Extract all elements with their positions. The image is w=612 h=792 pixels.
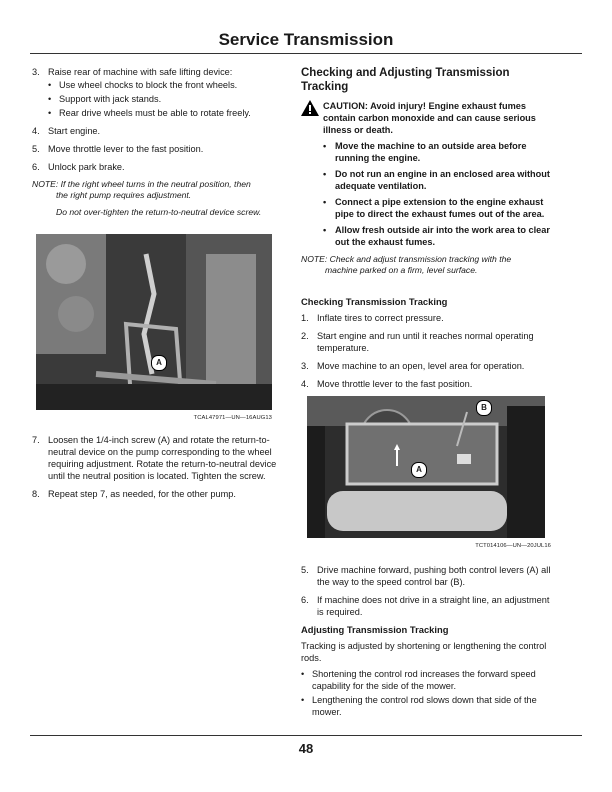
caution-bullet: • Move the machine to an outside area before running the engine. [323,140,553,164]
callout-a: A [411,462,427,478]
subheading-adjusting: Adjusting Transmission Tracking [301,624,449,635]
step-number: 6. [32,162,40,172]
check-step-4 [301,378,553,390]
step-6-right [301,594,553,618]
pump-photo [36,234,272,410]
callout-a: A [151,355,167,371]
step-number: 3. [301,361,309,371]
adjusting-bullet: • Lengthening the control rod slows down that side of the mower. [301,694,553,718]
page-number: 48 [298,741,314,756]
step-5-right [301,564,553,588]
step-number: 3. [32,67,40,77]
bullet-item: • Support with jack stands. [48,93,280,105]
check-step-3 [301,360,553,372]
step-text: Start engine and run until it reaches normal operating temperature. [317,331,534,353]
note-line: NOTE: If the right wheel turns in the neutral position, then [32,179,251,189]
step-number: 8. [32,489,40,499]
note-line: Do not over-tighten the return-to-neutral device screw. [56,207,262,217]
step-text: Repeat step 7, as needed, for the other pump. [48,489,236,499]
footer-rule [30,735,582,736]
step-number: 4. [32,126,40,136]
step-8 [32,488,280,500]
step-text: Loosen the 1/4-inch screw (A) and rotate the return-to-neutral device on the pump corresponding to the wheel requiring adjustment. Rotate the return-to-neutral device until the neutral position is located. Tighten the screw. [48,435,277,481]
step-number: 6. [301,595,309,605]
caution-bullet: • Do not run an engine in an enclosed area without adequate ventilation. [323,168,553,192]
note-neutral [32,179,280,218]
subheading-checking: Checking Transmission Tracking [301,296,448,307]
left-column [32,66,280,506]
step-3 [32,66,280,119]
step-number: 5. [32,144,40,154]
note-line: machine parked on a firm, level surface. [325,265,478,275]
caution-block [301,100,553,136]
control-lever-photo [307,396,545,538]
step-6 [32,161,280,173]
step-number: 4. [301,379,309,389]
check-step-2 [301,330,553,354]
step-text: If machine does not drive in a straight line, an adjustment is required. [317,595,550,617]
note-line: NOTE: Check and adjust transmission tracking with the [301,254,512,264]
figure-caption: TCAL47971—UN—16AUG13 [193,415,272,421]
step-number: 7. [32,435,40,445]
note-line: the right pump requires adjustment. [56,190,192,200]
adjusting-intro: Tracking is adjusted by shortening or lengthening the control rods. [301,641,547,663]
step-number: 1. [301,313,309,323]
figure-caption: TCT014106—UN—20JUL16 [475,543,551,549]
step-7 [32,434,280,482]
note-level-surface [301,254,553,276]
adjusting-bullet: • Shortening the control rod increases the forward speed capability for the side of the mower. [301,668,553,692]
pump-photo-image [36,234,272,410]
bullet-item: • Use wheel chocks to block the front wheels. [48,79,280,91]
bullet-item: • Rear drive wheels must be able to rotate freely. [48,107,280,119]
step-text: Move throttle lever to the fast position. [317,379,473,389]
right-column [301,66,553,720]
step-text: Drive machine forward, pushing both control levers (A) all the way to the speed control bar (B). [317,565,551,587]
step-text: Start engine. [48,126,101,136]
step-text: Inflate tires to correct pressure. [317,313,444,323]
section-heading: Checking and Adjusting Transmission Tracking [301,67,510,93]
page-title: Service Transmission [218,30,394,49]
step-text: Unlock park brake. [48,162,125,172]
callout-b: B [476,400,492,416]
caution-bullet: • Allow fresh outside air into the work area to clear out the exhaust fumes. [323,224,553,248]
check-step-1 [301,312,553,324]
step-text: Move machine to an open, level area for operation. [317,361,525,371]
warning-icon [301,100,319,116]
step-4 [32,125,280,137]
step-5 [32,143,280,155]
caution-text: CAUTION: Avoid injury! Engine exhaust fumes contain carbon monoxide and can cause serious illness or death. [323,101,536,135]
header-rule [30,53,582,54]
step-number: 5. [301,565,309,575]
caution-bullets [301,140,553,248]
step-text: Raise rear of machine with safe lifting device: [48,67,233,77]
step-number: 2. [301,331,309,341]
step-text: Move throttle lever to the fast position. [48,144,204,154]
caution-bullet: • Connect a pipe extension to the engine exhaust pipe to direct the exhaust fumes out of the area. [323,196,553,220]
